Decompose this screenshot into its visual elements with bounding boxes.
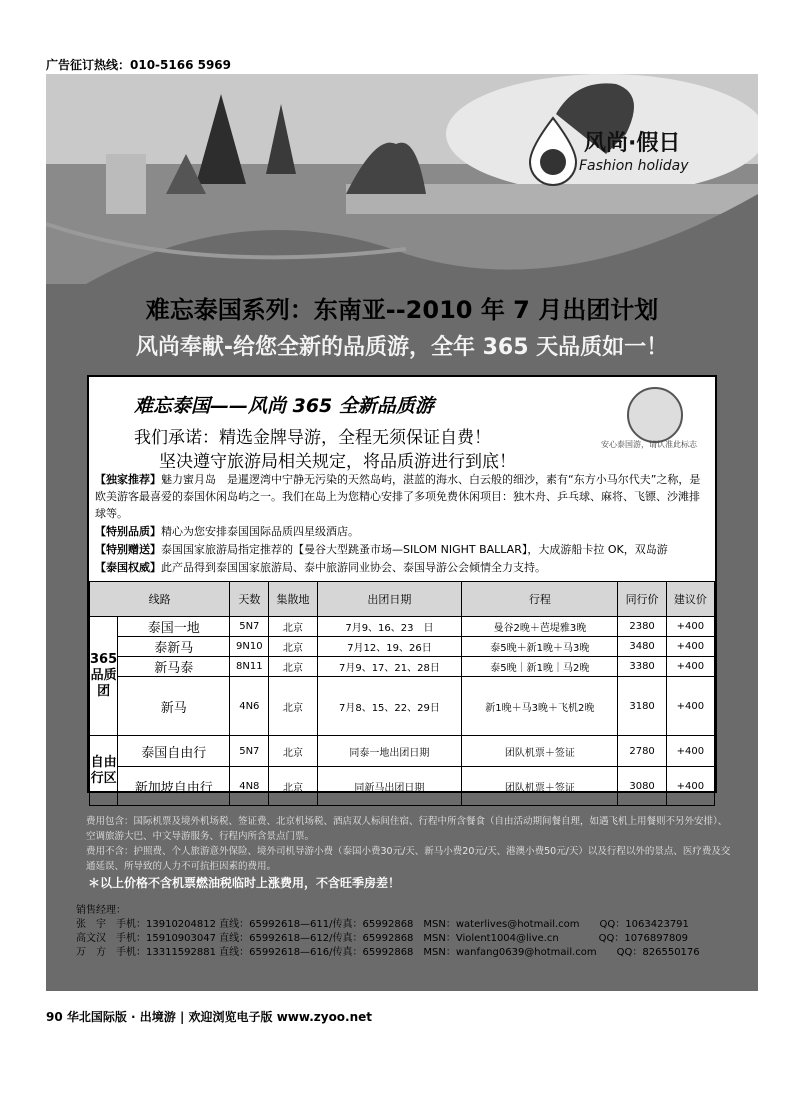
hub-cell: 北京 <box>269 677 317 736</box>
route-cell: 新马泰 <box>118 657 230 677</box>
price-cell: 3080 <box>618 767 666 806</box>
hub-cell: 北京 <box>269 767 317 806</box>
price-cell: 3380 <box>618 657 666 677</box>
page-subheadline: 风尚奉献-给您全新的品质游，全年 365 天品质如一！ <box>135 335 669 360</box>
days-cell: 9N10 <box>230 637 269 657</box>
table-header-row <box>90 582 715 617</box>
para-tag: 【特别品质】 <box>95 525 161 538</box>
th-days: 天数 <box>230 582 269 617</box>
para-tag: 【泰国权威】 <box>95 561 161 574</box>
price-cell: 2380 <box>618 617 666 637</box>
para-tag: 【特别赠送】 <box>95 543 161 556</box>
brochure-sheet <box>46 74 758 991</box>
suggest-cell: +400 <box>666 637 714 657</box>
para-gift <box>95 541 707 558</box>
promise-line-2: 坚决遵守旅游局相关规定，将品质游进行到底！ <box>159 452 516 472</box>
dates-cell: 7月12、19、26日 <box>317 637 462 657</box>
itinerary-cell: 曼谷2晚＋芭堤雅3晚 <box>462 617 618 637</box>
dates-cell: 7月9、17、21、28日 <box>317 657 462 677</box>
page-footer: 90 华北国际版 · 出境游 | 欢迎浏览电子版 www.zyoo.net <box>46 1010 373 1024</box>
dates-cell: 同新马出团日期 <box>317 767 462 806</box>
para-tag: 【独家推荐】 <box>95 473 161 486</box>
group-label: 自由行区 <box>90 736 118 806</box>
table-row <box>90 657 715 677</box>
table-row <box>90 736 715 767</box>
suggest-cell: +400 <box>666 657 714 677</box>
banner-image <box>46 74 758 284</box>
days-cell: 5N7 <box>230 736 269 767</box>
fee-included: 费用包含：国际机票及境外机场税、签证费、北京机场税、酒店双人标间住宿、行程中所含餐食（自由活动期间餐自理，如遇飞机上用餐则不另外安排）、空调旅游大巴、中文导游服务、行程内所含景点门票。 <box>86 816 728 842</box>
contact-row: 高文汉 手机：15910903047 直线：65992618—612/传真：65992868 MSN：Violent1004@live.cn QQ：1076897809 <box>76 933 689 944</box>
logo-en-text: Fashion holiday <box>579 158 689 174</box>
route-cell: 新加坡自由行 <box>118 767 230 806</box>
table-row <box>90 617 715 637</box>
brand-logo <box>524 116 724 186</box>
quality-seal-icon <box>627 387 683 443</box>
para-text: 泰国国家旅游局指定推荐的【曼谷大型跳蚤市场—SILOM NIGHT BALLAR】，大成游船卡拉 OK，双岛游 <box>161 543 668 556</box>
promise-line-1: 我们承诺：精选金牌导游，全程无须保证自费！ <box>134 428 491 448</box>
fee-notes <box>86 814 736 874</box>
para-quality <box>95 523 707 540</box>
th-hub: 集散地 <box>269 582 317 617</box>
days-cell: 4N6 <box>230 677 269 736</box>
fee-excluded: 费用不含：护照费、个人旅游意外保险、境外司机导游小费（泰国小费30元/天、新马小费20元/天、港澳小费50元/天）以及行程以外的景点、医疗费及交通延误、所导致的人力不可抗拒因素的费用。 <box>86 846 731 872</box>
hub-cell: 北京 <box>269 736 317 767</box>
para-authority <box>95 559 707 576</box>
para-text: 精心为您安排泰国国际品质四星级酒店。 <box>161 525 359 538</box>
th-price: 同行价 <box>618 582 666 617</box>
group-label: 365品质团 <box>90 617 118 736</box>
logo-drop-icon <box>524 116 582 186</box>
days-cell: 4N8 <box>230 767 269 806</box>
route-cell: 泰国一地 <box>118 617 230 637</box>
seal-caption: 安心泰国游，请认准此标志 <box>601 440 697 449</box>
contact-row: 张 宇 手机：13910204812 直线：65992618—611/传真：65992868 MSN：waterlives@hotmail.com QQ：1063423791 <box>76 919 689 930</box>
para-text: 此产品得到泰国国家旅游局、泰中旅游同业协会、泰国导游公会倾情全力支持。 <box>161 561 546 574</box>
hub-cell: 北京 <box>269 657 317 677</box>
ad-hotline: 广告征订热线：010-5166 5969 <box>46 58 232 72</box>
days-cell: 8N11 <box>230 657 269 677</box>
suggest-cell: +400 <box>666 677 714 736</box>
hub-cell: 北京 <box>269 617 317 637</box>
itinerary-cell: 泰5晚｜新1晚｜马2晚 <box>462 657 618 677</box>
hub-cell: 北京 <box>269 637 317 657</box>
price-warning: ＊以上价格不含机票燃油税临时上涨费用，不含旺季房差！ <box>88 876 401 890</box>
price-cell: 3180 <box>618 677 666 736</box>
card-title: 难忘泰国——风尚 365 全新品质游 <box>134 395 434 417</box>
suggest-cell: +400 <box>666 767 714 806</box>
th-route: 线路 <box>90 582 230 617</box>
routes-table <box>89 581 715 806</box>
tour-card <box>87 375 717 796</box>
dates-cell: 7月8、15、22、29日 <box>317 677 462 736</box>
dates-cell: 同泰一地出团日期 <box>317 736 462 767</box>
route-cell: 泰新马 <box>118 637 230 657</box>
dates-cell: 7月9、16、23 日 <box>317 617 462 637</box>
table-row <box>90 677 715 736</box>
itinerary-cell: 新1晚＋马3晚＋飞机2晚 <box>462 677 618 736</box>
days-cell: 5N7 <box>230 617 269 637</box>
table-row <box>90 637 715 657</box>
price-cell: 2780 <box>618 736 666 767</box>
para-exclusive <box>95 471 707 522</box>
page-headline: 难忘泰国系列：东南亚--2010 年 7 月出团计划 <box>145 296 659 324</box>
itinerary-cell: 泰5晚＋新1晚＋马3晚 <box>462 637 618 657</box>
suggest-cell: +400 <box>666 617 714 637</box>
itinerary-cell: 团队机票＋签证 <box>462 767 618 806</box>
th-dates: 出团日期 <box>317 582 462 617</box>
itinerary-cell: 团队机票＋签证 <box>462 736 618 767</box>
route-cell: 新马 <box>118 677 230 736</box>
th-suggest: 建议价 <box>666 582 714 617</box>
logo-cn-text: 风尚·假日 <box>584 131 681 156</box>
sales-contacts <box>76 904 700 960</box>
contact-row: 万 方 手机：13311592881 直线：65992618—616/传真：65992868 MSN：wanfang0639@hotmail.com QQ：826550176 <box>76 947 700 958</box>
para-text: 魅力蜜月岛 是暹逻湾中宁静无污染的天然岛屿，湛蓝的海水、白云般的细沙，素有“东方小马尔代夫”之称，是欧美游客最喜爱的泰国休闲岛屿之一。我们在岛上为您精心安排了多项免费休闲项目：独木舟、乒乓球、麻将、飞镖、沙滩排球等。 <box>95 473 701 520</box>
table-row <box>90 767 715 806</box>
price-cell: 3480 <box>618 637 666 657</box>
route-cell: 泰国自由行 <box>118 736 230 767</box>
suggest-cell: +400 <box>666 736 714 767</box>
contacts-title: 销售经理： <box>76 905 126 916</box>
th-itinerary: 行程 <box>462 582 618 617</box>
